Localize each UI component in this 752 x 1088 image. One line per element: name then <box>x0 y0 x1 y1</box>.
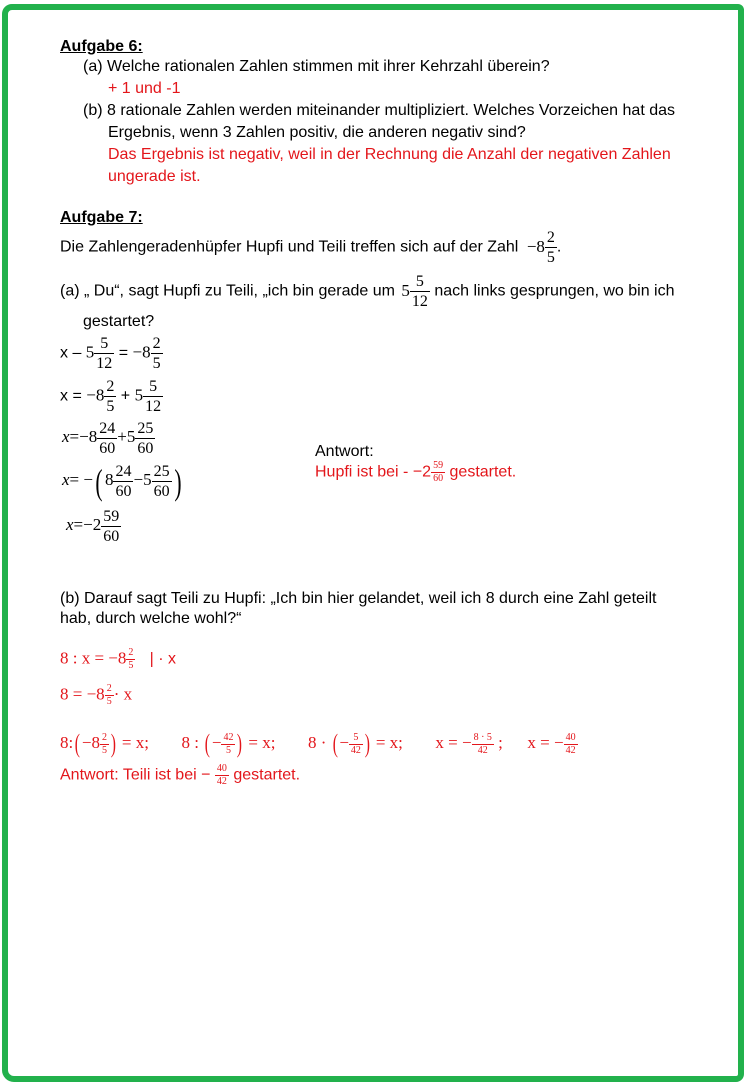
intro-fraction: $\frac{2}{5}$ <box>546 229 555 266</box>
aufgabe-6-heading: Aufgabe 6: <box>60 38 143 55</box>
aufgabe-7a-question-line1: (a) „ Du“, sagt Hupfi zu Teili, „ich bin gerade um 5 $\frac{5}{12}$ nach links gesprungen, wo bin ich <box>60 273 675 310</box>
question-fraction: $\frac{5}{12}$ <box>411 273 428 310</box>
equation-4: x= −( 8 $\frac{24}{60}$ −5 $\frac{25}{60}$ ) <box>62 461 182 502</box>
aufgabe-7b-question-line1: (b) Darauf sagt Teili zu Hupfi: „Ich bin hier gelandet, weil ich 8 durch eine Zahl geteilt <box>60 590 657 607</box>
antwort-label: Antwort: <box>315 443 374 460</box>
final-answer: Antwort: Teili ist bei − $\frac{40}{42}$ gestartet. <box>60 763 301 787</box>
aufgabe-6b-question-line1: (b) 8 rationale Zahlen werden miteinander multipliziert. Welches Vorzeichen hat das <box>83 102 676 119</box>
aufgabe-6a-question: (a) Welche rationalen Zahlen stimmen mit ihrer Kehrzahl überein? <box>83 58 550 75</box>
red-equation-2: 8 = −8 $\frac{2}{5}$ · x <box>60 683 133 707</box>
aufgabe-6b-question-line2: Ergebnis, wenn 3 Zahlen positiv, die anderen negativ sind? <box>108 124 526 141</box>
equation-5: x=−2 $\frac{59}{60}$ <box>66 508 120 545</box>
equation-3: x=−8 $\frac{24}{60}$ +5 $\frac{25}{60}$ <box>62 420 154 457</box>
equation-1: x – 5 $\frac{5}{12}$ = −8 $\frac{2}{5}$ <box>60 335 161 372</box>
red-equation-3-row: 8:( −8 $\frac{2}{5}$ ) = x; 8 : ( − $\frac{42}{5}$ ) = x; 8 · ( − $\frac{5}{42}$ ) = x; x = − $\frac{8 \cdot 5}{42}$ ; x = − $\frac{40}{42}$ <box>60 729 576 758</box>
red-equation-1: 8 : x = −8 $\frac{2}{5}$ | · x <box>60 647 177 671</box>
aufgabe-7a-question-line3: gestartet? <box>83 313 155 330</box>
aufgabe-6a-answer: + 1 und -1 <box>108 80 181 97</box>
aufgabe-7-intro: Die Zahlengeradenhüpfer Hupfi und Teili treffen sich auf der Zahl −8 $\frac{2}{5}$ . <box>60 229 562 266</box>
aufgabe-6b-answer-line2: ungerade ist. <box>108 168 201 185</box>
antwort-hupfi: Hupfi ist bei - −2 $\frac{59}{60}$ gestartet. <box>315 460 517 484</box>
aufgabe-7-heading: Aufgabe 7: <box>60 209 143 226</box>
aufgabe-7b-question-line2: hab, durch welche wohl?“ <box>60 610 242 627</box>
aufgabe-6b-answer-line1: Das Ergebnis ist negativ, weil in der Rechnung die Anzahl der negativen Zahlen <box>108 146 671 163</box>
equation-2: x = −8 $\frac{2}{5}$ + 5 $\frac{5}{12}$ <box>60 378 162 415</box>
